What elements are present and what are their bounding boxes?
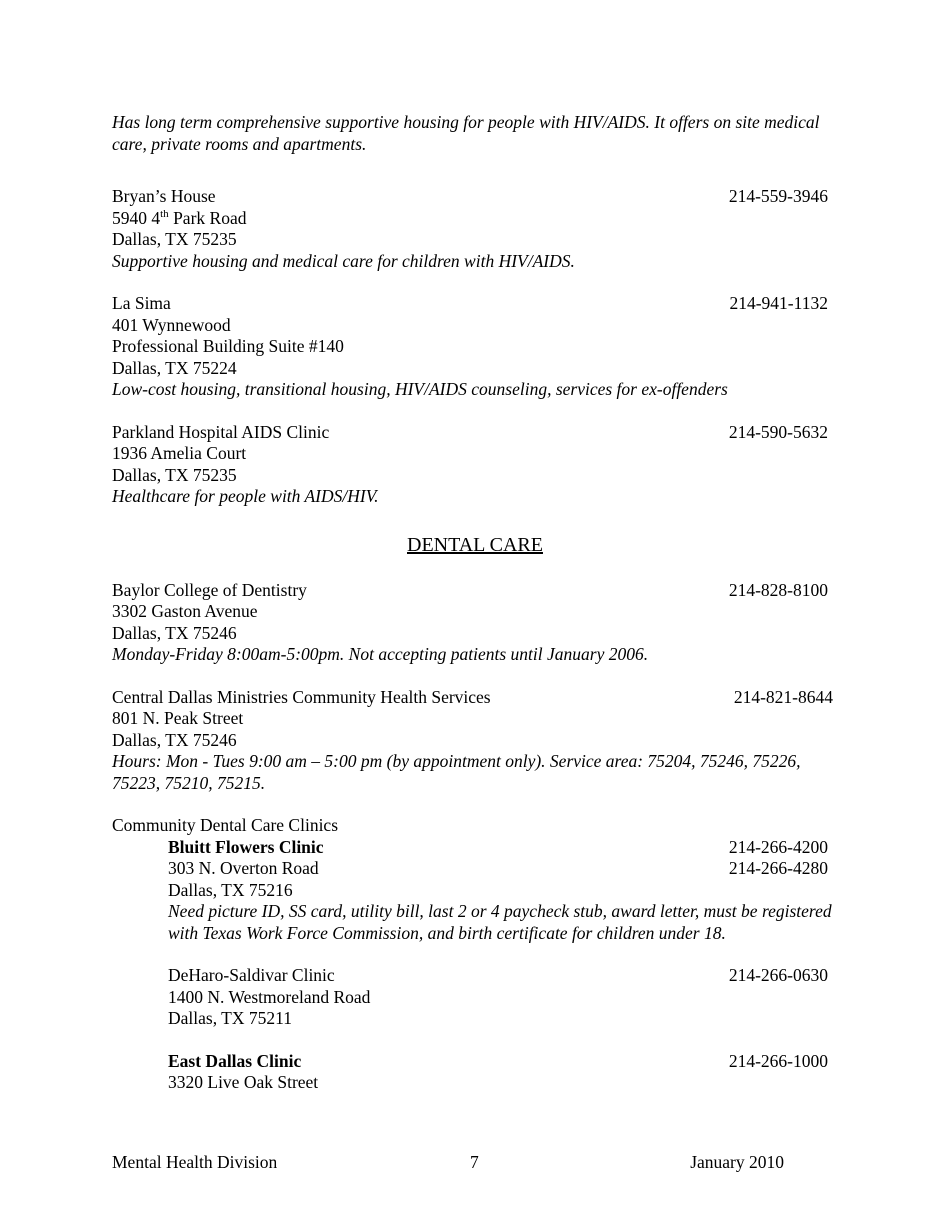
footer-date: January 2010: [690, 1152, 784, 1172]
intro-description: Has long term comprehensive supportive housing for people with HIV/AIDS. It offers on site medical care, private rooms and apartments.: [112, 112, 820, 154]
sublisting-bluitt-flowers: [112, 837, 834, 945]
listing-city: Dallas, TX 75224: [112, 357, 237, 378]
listing-city: Dallas, TX 75216: [168, 879, 293, 900]
listing-phone: 214-559-3946: [728, 186, 828, 206]
document-page: [112, 112, 834, 1094]
listing-description: Hours: Mon - Tues 9:00 am – 5:00 pm (by appointment only). Service area: 75204, 75246, 75226, 75223, 75210, 75215.: [112, 751, 801, 793]
listing-phone: 214-941-1132: [729, 293, 828, 313]
listing-city: Dallas, TX 75246: [112, 729, 237, 750]
listing-community-dental-care: [112, 815, 834, 1094]
listing-name: Baylor College of Dentistry: [112, 579, 307, 600]
footer-page-number: 7: [470, 1152, 479, 1172]
listing-central-dallas-ministries: [112, 687, 834, 795]
listing-address-suite: Professional Building Suite #140: [112, 336, 344, 356]
listing-name: La Sima: [112, 293, 171, 313]
listing-phone: 214-821-8644: [733, 686, 833, 707]
listing-description: Monday-Friday 8:00am-5:00pm. Not accepting patients until January 2006.: [112, 644, 649, 664]
listing-name: DeHaro-Saldivar Clinic: [168, 965, 335, 985]
listing-city: Dallas, TX 75246: [112, 622, 237, 643]
listing-phone: 214-266-1000: [728, 1050, 828, 1071]
footer-division: Mental Health Division: [112, 1152, 278, 1172]
listing-phone: 214-828-8100: [728, 579, 828, 600]
listing-name: Bluitt Flowers Clinic: [168, 836, 324, 857]
listing-phone: 214-266-0630: [728, 965, 828, 985]
section-heading-dental-care: DENTAL CARE: [407, 533, 543, 556]
listing-phone: 214-590-5632: [728, 421, 828, 442]
listing-bryans-house: [112, 186, 834, 272]
group-name: Community Dental Care Clinics: [112, 815, 339, 835]
listing-description: Low-cost housing, transitional housing, HIV/AIDS counseling, services for ex-offenders: [112, 379, 728, 399]
listing-address: 3320 Live Oak Street: [168, 1072, 319, 1092]
listing-address: 3302 Gaston Avenue: [112, 601, 258, 621]
sublisting-east-dallas: [112, 1051, 834, 1094]
listing-address: 401 Wynnewood: [112, 314, 231, 335]
listing-la-sima: [112, 293, 834, 401]
listing-address: 5940 4th Park Road: [112, 207, 247, 228]
listing-city: Dallas, TX 75235: [112, 229, 237, 249]
listing-baylor: [112, 580, 834, 666]
listing-name: Bryan’s House: [112, 186, 216, 206]
listing-address: 303 N. Overton Road: [168, 858, 319, 878]
listing-address: 1936 Amelia Court: [112, 443, 247, 463]
listing-description: Need picture ID, SS card, utility bill, last 2 or 4 paycheck stub, award letter, must be registered with Texas Work Force Commission, and birth certificate for children under 18.: [168, 901, 832, 943]
sublisting-deharo-saldivar: [112, 965, 834, 1030]
listing-phone-secondary: 214-266-4280: [728, 858, 828, 878]
listing-name: East Dallas Clinic: [168, 1050, 302, 1071]
listing-name: Central Dallas Ministries Community Health Services: [112, 686, 491, 707]
listing-city: Dallas, TX 75235: [112, 464, 237, 485]
listing-description: Supportive housing and medical care for children with HIV/AIDS.: [112, 250, 575, 271]
listing-parkland: [112, 422, 834, 508]
listing-city: Dallas, TX 75211: [168, 1008, 292, 1028]
listing-address: 801 N. Peak Street: [112, 708, 244, 728]
listing-address: 1400 N. Westmoreland Road: [168, 986, 371, 1007]
page-footer: [112, 1152, 784, 1174]
listing-description: Healthcare for people with AIDS/HIV.: [112, 486, 379, 506]
listing-name: Parkland Hospital AIDS Clinic: [112, 421, 330, 442]
listing-phone: 214-266-4200: [728, 836, 828, 857]
